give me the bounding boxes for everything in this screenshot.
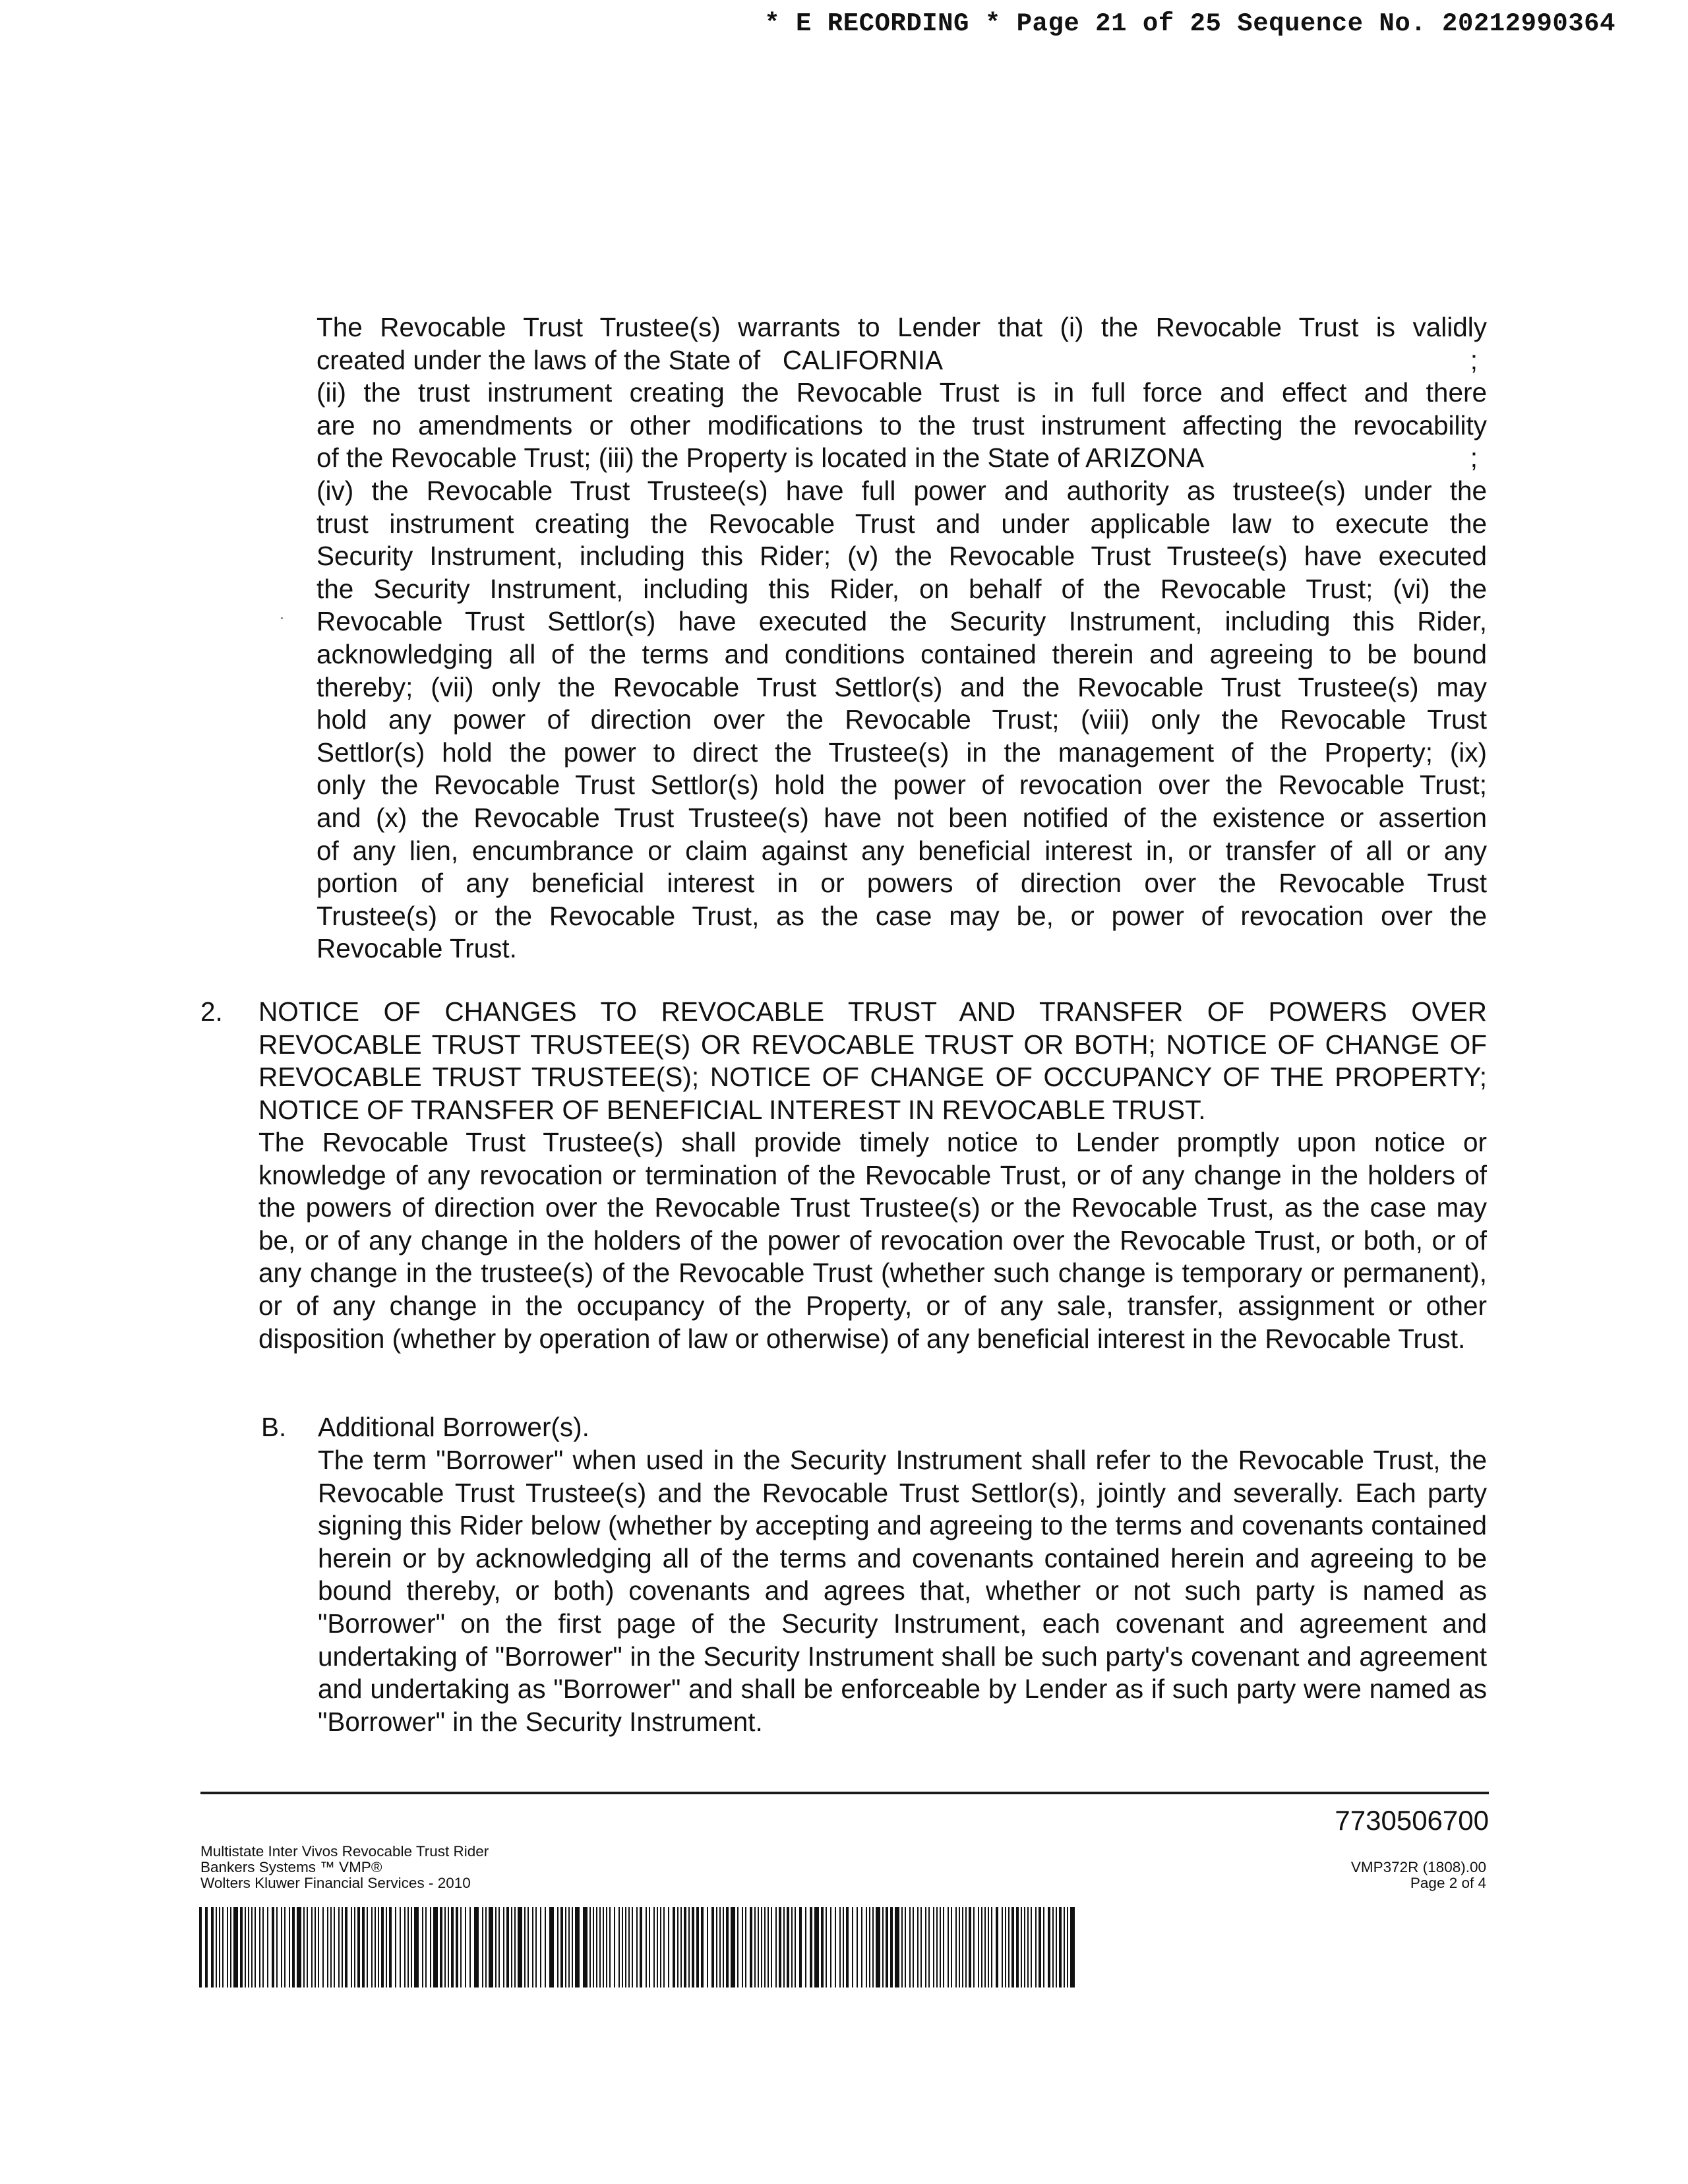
barcode-bar	[430, 1907, 431, 1987]
barcode-bar	[351, 1907, 352, 1987]
scan-speck	[281, 617, 283, 619]
barcode-bar	[711, 1907, 714, 1987]
barcode-bar	[684, 1907, 686, 1987]
barcode-bar	[925, 1907, 926, 1987]
barcode-bar	[768, 1907, 769, 1987]
barcode-bar	[886, 1907, 888, 1987]
barcode-bar	[866, 1907, 867, 1987]
paragraph-line: Trustee(s) or the Revocable Trust, as the case may be, or power of revocation over the	[316, 900, 1487, 931]
barcode-bar	[649, 1907, 650, 1987]
barcode-bar	[917, 1907, 919, 1987]
barcode-bar	[599, 1907, 601, 1987]
barcode-bar	[882, 1907, 884, 1987]
barcode-bar	[688, 1907, 690, 1987]
barcode-bar	[701, 1907, 704, 1987]
subsection-b-body: The term "Borrower" when used in the Security Instrument shall refer to the Revocable Trust, the Revocable Trust Trustee(s) and the Revocable Trust Settlor(s), jointly and severally. Each party signing this Rider below (whether by accepting and agreeing to the terms and covenants contained herein or by acknowledging all of the terms and covenants contained herein and agreeing to be bound thereby, or both) covenants and agrees that, whether or not such party is named as "Borrower" on the first page of the Security Instrument, each covenant and agreement and undertaking of "Borrower" in the Security Instrument shall be such party's covenant and agreement and undertaking as "Borrower" and shall be enforceable by Lender as if such party were named as "Borrower" in the Security Instrument.	[318, 1445, 1487, 1737]
form-info	[200, 1844, 489, 1891]
page-number: Page 2 of 4	[1410, 1875, 1486, 1891]
barcode-bar	[511, 1907, 512, 1987]
barcode-bar	[737, 1907, 738, 1987]
barcode-bar	[560, 1907, 563, 1987]
barcode-bar	[1070, 1907, 1075, 1987]
barcode-bar	[895, 1907, 899, 1987]
barcode-bar	[928, 1907, 930, 1987]
paragraph-line: The Revocable Trust Trustee(s) warrants to Lender that (i) the Revocable Trust is validly	[316, 312, 1487, 342]
paragraph-line	[316, 344, 1487, 377]
barcode-bar	[311, 1907, 313, 1987]
barcode-bar	[255, 1907, 256, 1987]
barcode-bar	[857, 1907, 858, 1987]
barcode-bar	[673, 1907, 675, 1987]
subsection-b-letter: B.	[261, 1412, 287, 1442]
semicolon: ;	[1470, 442, 1478, 473]
barcode-bar	[835, 1907, 836, 1987]
barcode-bar	[262, 1907, 264, 1987]
barcode-bar	[901, 1907, 903, 1987]
barcode-bar	[742, 1907, 743, 1987]
property-state-text: of the Revocable Trust; (iii) the Property is located in the State of ARIZONA	[316, 442, 1205, 473]
barcode-bar	[779, 1907, 781, 1987]
barcode-bar	[357, 1907, 360, 1987]
barcode-bar	[795, 1907, 796, 1987]
barcode-bar	[568, 1907, 570, 1987]
barcode-bar	[211, 1907, 214, 1987]
barcode-bar	[696, 1907, 699, 1987]
barcode-bar	[745, 1907, 746, 1987]
barcode-bar	[1005, 1907, 1006, 1987]
barcode-bar	[593, 1907, 594, 1987]
barcode-bar	[814, 1907, 819, 1987]
barcode-bar	[1016, 1907, 1019, 1987]
barcode-bar	[1031, 1907, 1032, 1987]
paragraph-line: Settlor(s) hold the power to direct the Trustee(s) in the management of the Property; (ix)	[316, 737, 1487, 768]
section-2-body: The Revocable Trust Trustee(s) shall provide timely notice to Lender promptly upon notice or knowledge of any revocation or termination of the Revocable Trust, or of any change in the holders of the powers of direction over the Revocable Trust Trustee(s) or the Revocable Trust, as the case may be, or of any change in the holders of the power of revocation over the Revocable Trust, or both, or of any change in the trustee(s) of the Revocable Trust (whether such change is temporary or permanent), or of any change in the occupancy of the Property, or of any sale, transfer, assignment or other disposition (whether by operation of law or otherwise) of any beneficial interest in the Revocable Trust.	[258, 1127, 1487, 1354]
barcode-bar	[731, 1907, 735, 1987]
barcode-bar	[805, 1907, 806, 1987]
barcode-bar	[920, 1907, 922, 1987]
barcode-bar	[284, 1907, 286, 1987]
barcode-bar	[799, 1907, 802, 1987]
barcode-bar	[572, 1907, 573, 1987]
barcode-bar	[1027, 1907, 1029, 1987]
barcode-bar	[716, 1907, 717, 1987]
barcode-bar	[933, 1907, 934, 1987]
barcode-bar	[640, 1907, 642, 1987]
barcode-bar	[830, 1907, 831, 1987]
barcode-bar	[791, 1907, 793, 1987]
barcode-bar	[506, 1907, 509, 1987]
barcode-bar	[872, 1907, 874, 1987]
barcode-bar	[451, 1907, 454, 1987]
barcode-bar	[514, 1907, 516, 1987]
barcode-bar	[219, 1907, 220, 1987]
barcode-bar	[622, 1907, 623, 1987]
barcode-bar	[754, 1907, 756, 1987]
barcode-bar	[524, 1907, 526, 1987]
barcode-bar	[482, 1907, 483, 1987]
barcode-bar	[469, 1907, 471, 1987]
paragraph-line: trust instrument creating the Revocable Trust and under applicable law to execute the	[316, 508, 1487, 539]
barcode-bar	[826, 1907, 827, 1987]
barcode-bar	[545, 1907, 546, 1987]
barcode-bar	[565, 1907, 566, 1987]
barcode-bar	[378, 1907, 379, 1987]
barcode-bar	[680, 1907, 682, 1987]
semicolon: ;	[1470, 344, 1478, 375]
barcode-bar	[603, 1907, 604, 1987]
form-code: VMP372R (1808).00	[1350, 1859, 1486, 1875]
subsection-b-title: Additional Borrower(s).	[318, 1412, 589, 1442]
barcode-bar	[205, 1907, 208, 1987]
barcode-bar	[575, 1907, 580, 1987]
barcode-bar	[660, 1907, 661, 1987]
barcode-bar	[503, 1907, 504, 1987]
barcode-bar	[1002, 1907, 1003, 1987]
barcode-bar	[771, 1907, 772, 1987]
barcode-bar	[386, 1907, 387, 1987]
barcode-bar	[1059, 1907, 1062, 1987]
barcode-bar	[852, 1907, 853, 1987]
barcode-bar	[761, 1907, 762, 1987]
barcode-bar	[233, 1907, 238, 1987]
barcode-bar	[389, 1907, 392, 1987]
barcode-bar	[943, 1907, 944, 1987]
section-2-number: 2.	[200, 996, 223, 1027]
barcode-bar	[407, 1907, 409, 1987]
barcode-bar	[948, 1907, 949, 1987]
barcode-bar	[444, 1907, 446, 1987]
barcode-bar	[303, 1907, 305, 1987]
barcode-bar	[940, 1907, 941, 1987]
barcode-bar	[909, 1907, 911, 1987]
barcode-icon	[199, 1907, 1075, 1987]
state-of-creation-text: created under the laws of the State of CALIFORNIA	[316, 344, 943, 375]
barcode-bar	[276, 1907, 278, 1987]
barcode-bar	[609, 1907, 611, 1987]
barcode-bar	[440, 1907, 442, 1987]
barcode-bar	[532, 1907, 533, 1987]
section-2-heading: NOTICE OF CHANGES TO REVOCABLE TRUST AND TRANSFER OF POWERS OVER REVOCABLE TRUST TRUSTEE(S) OR REVOCABLE TRUST OR BOTH; NOTICE OF CHANGE OF REVOCABLE TRUST TRUSTEE(S); NOTICE OF CHANGE OF OCCUPANCY OF THE PROPERTY; NOTICE OF TRANSFER OF BENEFICIAL INTEREST IN REVOCABLE TRUST.	[258, 996, 1487, 1125]
barcode-bar	[489, 1907, 493, 1987]
barcode-bar	[540, 1907, 541, 1987]
barcode-bar	[905, 1907, 906, 1987]
barcode-bar	[846, 1907, 849, 1987]
barcode-bar	[978, 1907, 979, 1987]
barcode-bar	[810, 1907, 812, 1987]
barcode-bar	[973, 1907, 975, 1987]
barcode-bar	[1021, 1907, 1022, 1987]
barcode-bar	[251, 1907, 253, 1987]
paragraph-line: and (x) the Revocable Trust Trustee(s) have not been notified of the existence or assertion	[316, 802, 1487, 833]
barcode-bar	[245, 1907, 246, 1987]
barcode-bar	[354, 1907, 355, 1987]
barcode-bar	[1035, 1907, 1037, 1987]
barcode-bar	[272, 1907, 274, 1987]
barcode-bar	[876, 1907, 880, 1987]
barcode-bar	[362, 1907, 365, 1987]
barcode-bar	[292, 1907, 295, 1987]
barcode-bar	[1052, 1907, 1054, 1987]
barcode-bar	[259, 1907, 260, 1987]
barcode-bar	[962, 1907, 963, 1987]
barcode-bar	[861, 1907, 862, 1987]
barcode-bar	[618, 1907, 620, 1987]
barcode-bar	[240, 1907, 243, 1987]
barcode-bar	[839, 1907, 841, 1987]
barcode-bar	[726, 1907, 729, 1987]
paragraph-line: (iv) the Revocable Trust Trustee(s) have full power and authority as trustee(s) under the	[316, 475, 1487, 506]
barcode-bar	[596, 1907, 597, 1987]
barcode-bar	[518, 1907, 522, 1987]
barcode-bar	[1043, 1907, 1044, 1987]
barcode-bar	[707, 1907, 708, 1987]
barcode-bar	[381, 1907, 384, 1987]
barcode-bar	[199, 1907, 202, 1987]
barcode-bar	[322, 1907, 324, 1987]
barcode-bar	[913, 1907, 914, 1987]
barcode-bar	[267, 1907, 268, 1987]
barcode-bar	[216, 1907, 217, 1987]
barcode-bar	[996, 1907, 998, 1987]
barcode-bar	[646, 1907, 647, 1987]
barcode-bar	[318, 1907, 319, 1987]
barcode-bar	[764, 1907, 766, 1987]
form-code-block	[1351, 1860, 1486, 1891]
paragraph-line	[316, 442, 1487, 475]
barcode-graphic	[199, 1907, 1075, 1987]
paragraph-line: only the Revocable Trust Settlor(s) hold the power of revocation over the Revocable Trust;	[316, 770, 1487, 801]
barcode-bar	[955, 1907, 957, 1987]
barcode-bar	[965, 1907, 967, 1987]
publisher-line: Bankers Systems ™ VMP®	[200, 1859, 382, 1875]
barcode-bar	[636, 1907, 638, 1987]
barcode-bar	[315, 1907, 316, 1987]
barcode-bar	[448, 1907, 449, 1987]
copyright-line: Wolters Kluwer Financial Services - 2010	[200, 1875, 471, 1891]
barcode-bar	[951, 1907, 952, 1987]
paragraph-line: (ii) the trust instrument creating the Revocable Trust is in full force and effect and there	[316, 377, 1487, 408]
barcode-bar	[334, 1907, 335, 1987]
barcode-bar	[425, 1907, 427, 1987]
barcode-bar	[248, 1907, 249, 1987]
barcode-bar	[307, 1907, 308, 1987]
paragraph-line: hold any power of direction over the Revocable Trust; (viii) only the Revocable Trust	[316, 704, 1487, 735]
barcode-bar	[375, 1907, 376, 1987]
barcode-bar	[330, 1907, 332, 1987]
barcode-bar	[1024, 1907, 1025, 1987]
barcode-bar	[281, 1907, 282, 1987]
paragraph-line: Revocable Trust.	[316, 933, 517, 964]
barcode-bar	[549, 1907, 554, 1987]
paragraph-line: acknowledging all of the terms and conditions contained therein and agreeing to be bound	[316, 638, 1487, 669]
barcode-bar	[1048, 1907, 1050, 1987]
barcode-bar	[677, 1907, 678, 1987]
barcode-bar	[535, 1907, 537, 1987]
barcode-bar	[606, 1907, 607, 1987]
form-title: Multistate Inter Vivos Revocable Trust Rider	[200, 1843, 489, 1860]
barcode-bar	[557, 1907, 558, 1987]
barcode-bar	[395, 1907, 396, 1987]
barcode-bar	[495, 1907, 497, 1987]
barcode-bar	[327, 1907, 328, 1987]
barcode-bar	[775, 1907, 777, 1987]
barcode-bar	[1067, 1907, 1068, 1987]
barcode-bar	[1011, 1907, 1014, 1987]
barcode-bar	[692, 1907, 694, 1987]
barcode-bar	[433, 1907, 438, 1987]
barcode-bar	[400, 1907, 401, 1987]
barcode-bar	[959, 1907, 960, 1987]
barcode-bar	[936, 1907, 938, 1987]
barcode-bar	[474, 1907, 479, 1987]
barcode-bar	[758, 1907, 759, 1987]
paragraph-line: thereby; (vii) only the Revocable Trust Settlor(s) and the Revocable Trust Trustee(s) may	[316, 671, 1487, 702]
barcode-bar	[465, 1907, 466, 1987]
barcode-bar	[1039, 1907, 1041, 1987]
barcode-bar	[414, 1907, 419, 1987]
barcode-bar	[668, 1907, 669, 1987]
barcode-bar	[485, 1907, 487, 1987]
barcode-bar	[663, 1907, 665, 1987]
barcode-bar	[222, 1907, 224, 1987]
barcode-bar	[297, 1907, 301, 1987]
barcode-bar	[456, 1907, 458, 1987]
barcode-bar	[1064, 1907, 1065, 1987]
barcode-bar	[991, 1907, 992, 1987]
barcode-bar	[625, 1907, 626, 1987]
barcode-bar	[632, 1907, 633, 1987]
barcode-bar	[1056, 1907, 1057, 1987]
warrants-paragraph	[316, 311, 1487, 965]
barcode-bar	[289, 1907, 290, 1987]
barcode-bar	[723, 1907, 724, 1987]
paragraph-line: of any lien, encumbrance or claim against any beneficial interest in, or transfer of all or any	[316, 835, 1487, 866]
barcode-bar	[342, 1907, 343, 1987]
barcode-bar	[498, 1907, 500, 1987]
barcode-bar	[227, 1907, 228, 1987]
barcode-bar	[719, 1907, 721, 1987]
paragraph-line: Security Instrument, including this Rider; (v) the Revocable Trust Trustee(s) have executed	[316, 541, 1487, 572]
barcode-bar	[367, 1907, 368, 1987]
barcode-bar	[988, 1907, 989, 1987]
barcode-bar	[583, 1907, 588, 1987]
barcode-bar	[628, 1907, 630, 1987]
paragraph-line: the Security Instrument, including this Rider, on behalf of the Revocable Trust; (vi) the	[316, 573, 1487, 604]
loan-number: 7730506700	[1335, 1805, 1489, 1836]
barcode-bar	[821, 1907, 824, 1987]
barcode-bar	[981, 1907, 982, 1987]
paragraph-line: are no amendments or other modifications to the trust instrument affecting the revocability	[316, 410, 1487, 440]
barcode-bar	[1008, 1907, 1010, 1987]
barcode-bar	[411, 1907, 412, 1987]
barcode-bar	[750, 1907, 752, 1987]
barcode-bar	[460, 1907, 462, 1987]
barcode-bar	[614, 1907, 615, 1987]
barcode-bar	[890, 1907, 893, 1987]
footer-divider	[200, 1792, 1489, 1794]
barcode-bar	[338, 1907, 340, 1987]
barcode-bar	[653, 1907, 655, 1987]
barcode-bar	[404, 1907, 406, 1987]
barcode-bar	[589, 1907, 591, 1987]
barcode-bar	[528, 1907, 529, 1987]
barcode-bar	[843, 1907, 844, 1987]
barcode-bar	[984, 1907, 986, 1987]
paragraph-line: Revocable Trust Settlor(s) have executed the Security Instrument, including this Rider,	[316, 606, 1487, 637]
recording-stamp: * E RECORDING * Page 21 of 25 Sequence No. 20212990364	[764, 9, 1615, 38]
barcode-bar	[869, 1907, 870, 1987]
barcode-bar	[230, 1907, 231, 1987]
barcode-bar	[783, 1907, 785, 1987]
barcode-bar	[787, 1907, 789, 1987]
barcode-bar	[657, 1907, 658, 1987]
barcode-bar	[371, 1907, 373, 1987]
barcode-bar	[345, 1907, 347, 1987]
barcode-bar	[422, 1907, 423, 1987]
paragraph-line: portion of any beneficial interest in or powers of direction over the Revocable Trust	[316, 868, 1487, 899]
barcode-bar	[969, 1907, 971, 1987]
